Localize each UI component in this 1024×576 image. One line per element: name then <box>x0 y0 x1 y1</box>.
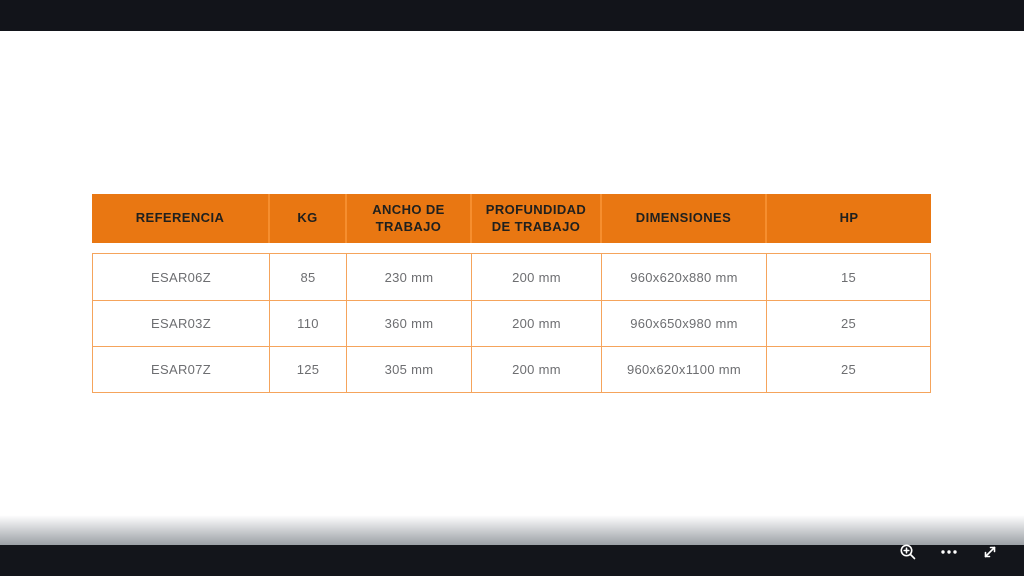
spec-table-body <box>92 253 931 393</box>
cell-ancho: 305 mm <box>346 347 471 392</box>
table-row <box>93 346 930 392</box>
cell-profundidad: 200 mm <box>471 254 601 300</box>
table-row <box>93 300 930 346</box>
ellipsis-icon <box>940 543 958 561</box>
cell-ancho: 230 mm <box>346 254 471 300</box>
cell-hp: 25 <box>766 347 930 392</box>
cell-profundidad: 200 mm <box>471 301 601 346</box>
cell-kg: 125 <box>269 347 346 392</box>
cell-kg: 85 <box>269 254 346 300</box>
header-cell-kg: KG <box>268 194 345 243</box>
header-cell-hp: HP <box>765 194 931 243</box>
bottom-gradient-scrim <box>0 515 1024 545</box>
header-cell-profundidad-de-trabajo: PROFUNDIDAD DE TRABAJO <box>470 194 600 243</box>
cell-dimensiones: 960x620x1100 mm <box>601 347 766 392</box>
header-cell-referencia: REFERENCIA <box>135 210 225 226</box>
cell-dimensiones: 960x650x980 mm <box>601 301 766 346</box>
fullscreen-button[interactable] <box>980 542 1000 562</box>
cell-hp: 25 <box>766 301 930 346</box>
cell-ancho: 360 mm <box>346 301 471 346</box>
header-cell-dimensiones: DIMENSIONES <box>600 194 765 243</box>
cell-dimensiones: 960x620x880 mm <box>601 254 766 300</box>
viewer-controls <box>898 542 1000 562</box>
cell-hp: 15 <box>766 254 930 300</box>
header-cell-ancho-de-trabajo: ANCHO DE TRABAJO <box>345 194 470 243</box>
viewer-top-bar <box>0 0 1024 31</box>
expand-arrows-icon <box>981 543 999 561</box>
cell-kg: 110 <box>269 301 346 346</box>
spec-table-header-row <box>92 194 931 243</box>
table-row <box>93 254 930 300</box>
zoom-in-icon <box>899 543 917 561</box>
cell-profundidad: 200 mm <box>471 347 601 392</box>
viewer-bottom-bar <box>0 545 1024 576</box>
cell-referencia: ESAR07Z <box>151 362 211 377</box>
cell-referencia: ESAR03Z <box>151 316 211 331</box>
cell-referencia: ESAR06Z <box>151 269 211 285</box>
spec-table <box>92 194 931 393</box>
more-options-button[interactable] <box>939 542 959 562</box>
zoom-in-button[interactable] <box>898 542 918 562</box>
